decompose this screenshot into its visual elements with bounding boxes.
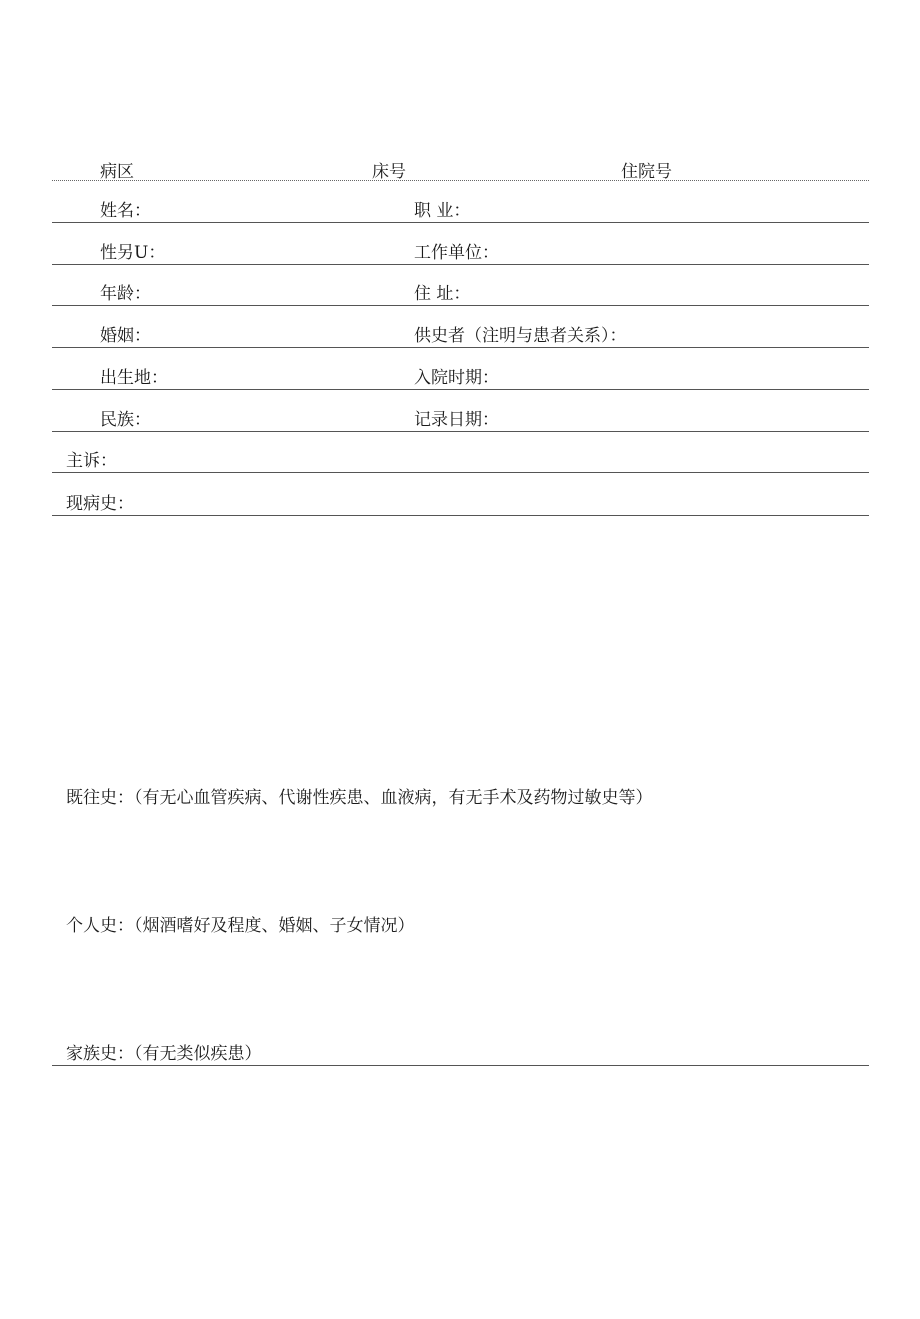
record-date-field-label: 记录日期： <box>414 410 499 430</box>
row-divider <box>52 515 869 516</box>
family-history-label: 家族史：（有无类似疾患） <box>66 1044 262 1064</box>
age-field-label: 年龄： <box>100 284 151 304</box>
past-history-label: 既往史：（有无心血管疾病、代谢性疾患、血液病，有无手术及药物过敏史等） <box>66 788 653 808</box>
personal-history-label: 个人史：（烟酒嗜好及程度、婚姻、子女情况） <box>66 916 415 936</box>
header-divider <box>52 180 869 181</box>
row-divider <box>52 264 869 265</box>
ethnicity-field-label: 民族： <box>100 410 151 430</box>
row-divider <box>52 222 869 223</box>
name-field-label: 姓名： <box>100 201 151 221</box>
marital-field-label: 婚姻： <box>100 326 151 346</box>
birthplace-field-label: 出生地： <box>100 368 168 388</box>
present-illness-label: 现病史： <box>66 494 134 514</box>
ward-label: 病区 <box>100 162 134 182</box>
row-divider <box>52 347 869 348</box>
workplace-field-label: 工作单位： <box>414 243 499 263</box>
row-divider <box>52 431 869 432</box>
admission-time-field-label: 入院时期： <box>414 368 499 388</box>
bed-number-label: 床号 <box>372 162 406 182</box>
chief-complaint-label: 主诉： <box>66 451 117 471</box>
occupation-field-label: 职 业： <box>414 201 471 221</box>
gender-field-label: 性另U： <box>100 243 166 263</box>
informant-field-label: 供史者（注明与患者关系）： <box>414 326 627 346</box>
address-field-label: 住 址： <box>414 284 471 304</box>
admission-number-label: 住院号 <box>621 162 672 182</box>
row-divider <box>52 305 869 306</box>
row-divider <box>52 1065 869 1066</box>
row-divider <box>52 472 869 473</box>
row-divider <box>52 389 869 390</box>
